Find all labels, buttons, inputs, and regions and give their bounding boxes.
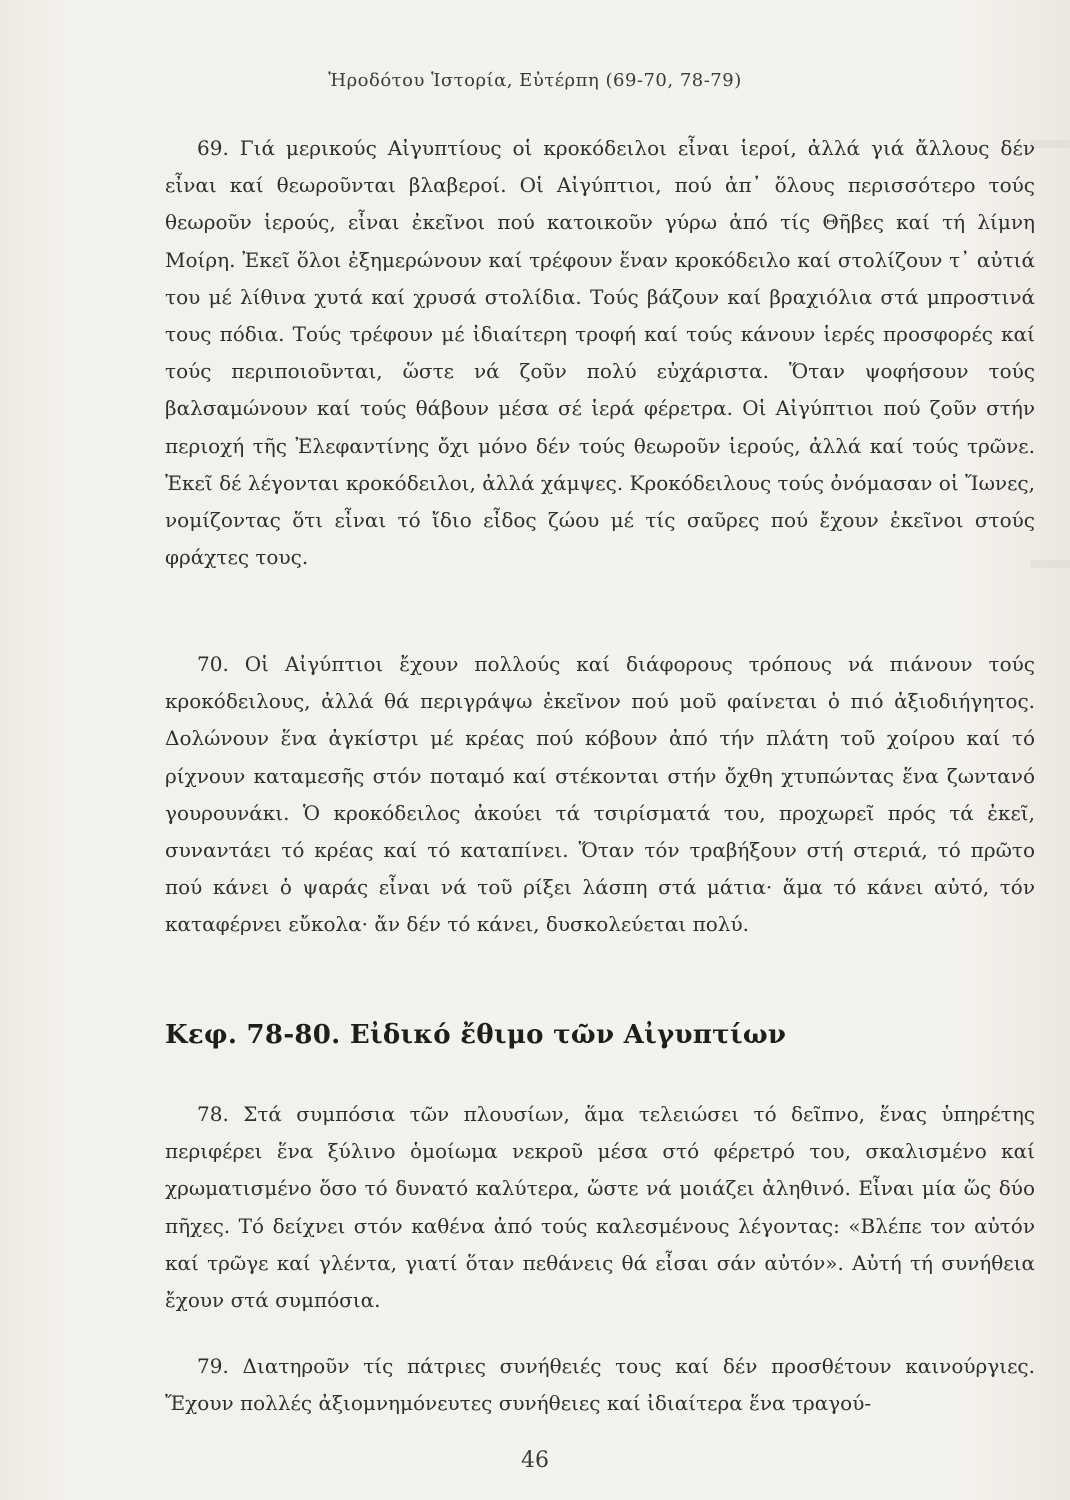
paragraph-text: 79. Διατηροῦν τίς πάτριες συνήθειές τους καί δέν προσθέτουν καινούργιες. Ἔχουν πολλές ἀξιομνημόνευτες συνήθειες καί ἰδιαίτερα ἕνα τραγού- (165, 1354, 1035, 1416)
paragraph-69 (165, 130, 1035, 576)
chapter-heading: Κεφ. 78-80. Εἰδικό ἔθιμο τῶν Αἰγυπτίων (165, 1020, 787, 1050)
paragraph-text: 69. Γιά μερικούς Αἰγυπτίους οἱ κροκόδειλοι εἶναι ἱεροί, ἀλλά γιά ἄλλους δέν εἶναι καί θεωροῦνται βλαβεροί. Οἱ Αἰγύπτιοι, πού ἀπ᾽ ὅλους περισσότερο τούς θεωροῦν ἱερούς, εἶναι ἐκεῖνοι πού κατοικοῦν γύρω ἀπό τίς Θῆβες καί τή λίμνη Μοίρη. Ἐκεῖ ὅλοι ἐξημερώνουν καί τρέφουν ἕναν κροκόδειλο καί στολίζουν τ᾽ αὐτιά του μέ λίθινα χυτά καί χρυσά στολίδια. Τούς βάζουν καί βραχιόλια στά μπροστινά τους πόδια. Τούς τρέφουν μέ ἰδιαίτερη τροφή καί τούς κάνουν ἱερές προσφορές καί τούς περιποιοῦνται, ὥστε νά ζοῦν πολύ εὐχάριστα. Ὅταν ψοφήσουν τούς βαλσαμώνουν καί τούς θάβουν μέσα σέ ἱερά φέρετρα. Οἱ Αἰγύπτιοι πού ζοῦν στήν περιοχή τῆς Ἐλεφαντίνης ὄχι μόνο δέν τούς θεωροῦν ἱερούς, ἀλλά καί τούς τρῶνε. Ἐκεῖ δέ λέγονται κροκόδειλοι, ἀλλά χάμψες. Κροκόδειλους τούς ὀνόμασαν οἱ Ἴωνες, νομίζοντας ὅτι εἶναι τό ἴδιο εἶδος ζώου μέ τίς σαῦρες πού ἔχουν ἐκεῖνοι στούς φράχτες τους. (165, 136, 1035, 570)
paragraph-78 (165, 1096, 1035, 1319)
paragraph-text: 70. Οἱ Αἰγύπτιοι ἔχουν πολλούς καί διάφορους τρόπους νά πιάνουν τούς κροκόδειλους, ἀλλά θά περιγράψω ἐκεῖνον πού μοῦ φαίνεται ὁ πιό ἀξιοδιήγητος. Δολώνουν ἕνα ἀγκίστρι μέ κρέας πού κόβουν ἀπό τήν πλάτη τοῦ χοίρου καί τό ρίχνουν καταμεσῆς στόν ποταμό καί στέκονται στήν ὄχθη χτυπώντας ἕνα ζωντανό γουρουνάκι. Ὁ κροκόδειλος ἀκούει τά τσιρίσματά του, προχωρεῖ πρός τά ἐκεῖ, συναντάει τό κρέας καί τό καταπίνει. Ὅταν τόν τραβήξουν στή στεριά, τό πρῶτο πού κάνει ὁ ψαράς εἶναι νά τοῦ ρίξει λάσπη στά μάτια· ἅμα τό κάνει αὐτό, τόν καταφέρνει εὔκολα· ἄν δέν τό κάνει, δυσκολεύεται πολύ. (165, 652, 1035, 937)
paragraph-79 (165, 1348, 1035, 1422)
bleed-through-mark (1030, 560, 1070, 568)
bleed-through-mark (1030, 140, 1070, 148)
paragraph-text: 78. Στά συμπόσια τῶν πλουσίων, ἅμα τελειώσει τό δεῖπνο, ἕνας ὑπηρέτης περιφέρει ἕνα ξύλινο ὁμοίωμα νεκροῦ μέσα στό φέρετρό του, σκαλισμένο καί χρωματισμένο ὅσο τό δυνατό καλύτερα, ὥστε νά μοιάζει ἀληθινό. Εἶναι μία ὥς δύο πῆχες. Τό δείχνει στόν καθένα ἀπό τούς καλεσμένους λέγοντας: «Βλέπε τον αὐτόν καί τρῶγε καί γλέντα, γιατί ὅταν πεθάνεις θά εἶσαι σάν αὐτόν». Αὐτή τή συνήθεια ἔχουν στά συμπόσια. (165, 1102, 1035, 1313)
paragraph-70 (165, 646, 1035, 944)
page-number: 46 (521, 1448, 549, 1473)
running-header: Ἡροδότου Ἱστορία, Εὐτέρπη (69-70, 78-79) (328, 70, 742, 91)
